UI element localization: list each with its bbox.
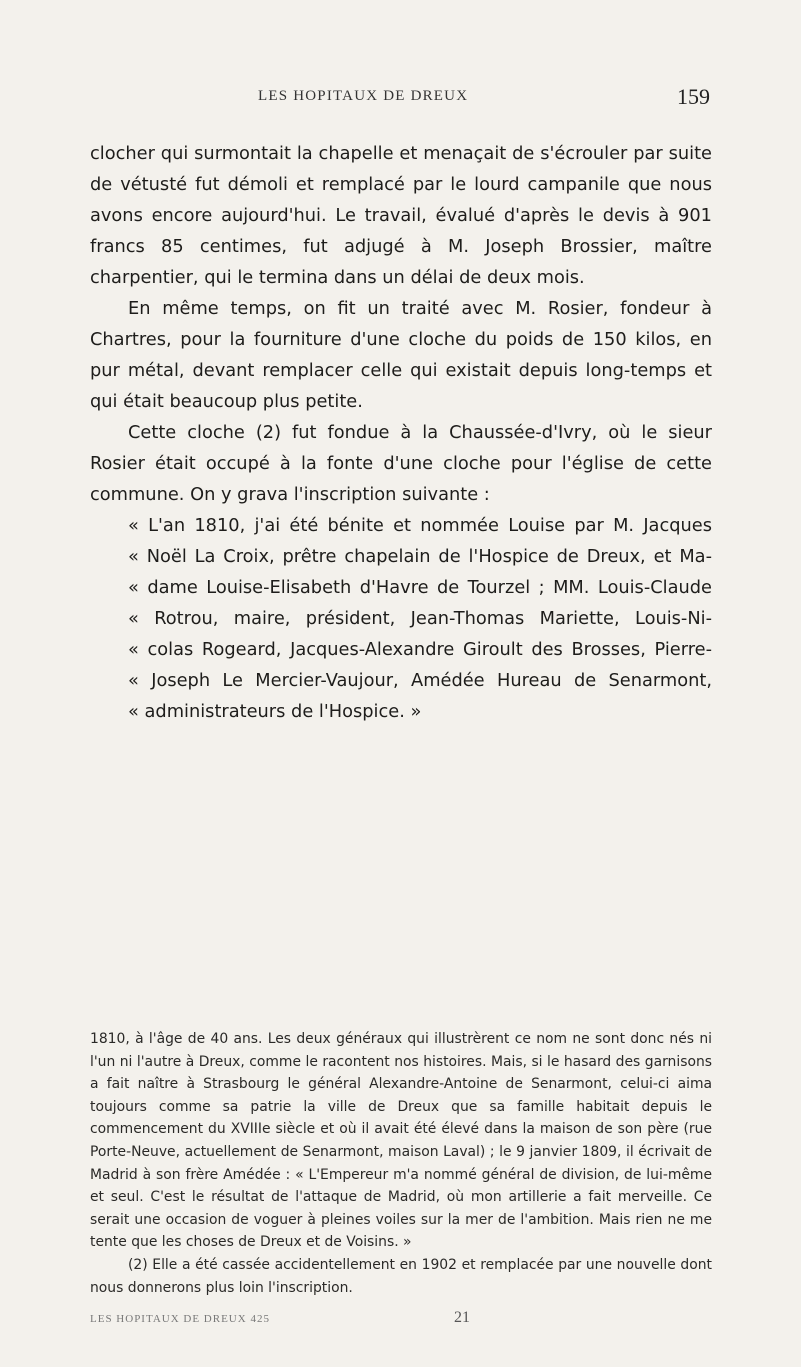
- quote-line: « dame Louise-Elisabeth d'Havre de Tourzel ; MM. Louis-Claude: [128, 577, 712, 598]
- page-header: [90, 84, 710, 112]
- quote-line: « Rotrou, maire, président, Jean-Thomas Mariette, Louis-Ni-: [128, 608, 712, 629]
- page-footer: [90, 1311, 712, 1331]
- footnotes: [90, 1028, 712, 1299]
- quote-line: « Noël La Croix, prêtre chapelain de l'Hospice de Dreux, et Ma-: [128, 546, 712, 567]
- quote-line: « L'an 1810, j'ai été bénite et nommée Louise par M. Jacques: [128, 515, 712, 536]
- paragraph-1: clocher qui surmontait la chapelle et menaçait de s'écrouler par suite de vétusté fut démoli et remplacé par le lourd campanile que nous avons encore aujourd'hui. Le travail, évalué d'après le devis à 901 francs 85 centimes, fut adjugé à M. Joseph Brossier, maître charpentier, qui le termina dans un délai de deux mois.: [90, 143, 712, 288]
- quote-line: « colas Rogeard, Jacques-Alexandre Giroult des Brosses, Pierre-: [128, 639, 712, 660]
- main-text: [90, 138, 712, 727]
- page-number: 159: [677, 84, 710, 109]
- sheet-number: 21: [454, 1309, 470, 1326]
- running-title: LES HOPITAUX DE DREUX: [258, 88, 469, 104]
- bell-inscription-quote: [90, 510, 712, 727]
- quote-line: « administrateurs de l'Hospice. »: [128, 701, 422, 722]
- printer-signature: LES HOPITAUX DE DREUX 425: [90, 1313, 270, 1325]
- paragraph-2: En même temps, on fit un traité avec M. Rosier, fondeur à Chartres, pour la fourniture d'une cloche du poids de 150 kilos, en pur métal, devant remplacer celle qui existait depuis long-temps et qui était beaucoup plus petite.: [90, 298, 712, 412]
- footnote-1-continuation: 1810, à l'âge de 40 ans. Les deux généraux qui illustrèrent ce nom ne sont donc nés ni l'un ni l'autre à Dreux, comme le racontent nos histoires. Mais, si le hasard des garnisons a fait naître à Strasbourg le général Alexandre-Antoine de Senarmont, celui-ci aima toujours comme sa patrie la ville de Dreux que sa famille habitait depuis le commencement du XVIIIe siècle et où il avait été élevé dans la maison de son père (rue Porte-Neuve, actuellement de Senarmont, maison Laval) ; le 9 janvier 1809, il écrivait de Madrid à son frère Amédée : « L'Empereur m'a nommé général de division, de lui-même et seul. C'est le résultat de l'attaque de Madrid, où mon artillerie a fait merveille. Ce serait une occasion de voguer à pleines voiles sur la mer de l'ambition. Mais rien ne me tente que les choses de Dreux et de Voisins. »: [90, 1031, 712, 1251]
- paragraph-3: Cette cloche (2) fut fondue à la Chaussée-d'Ivry, où le sieur Rosier était occupé à la fonte d'une cloche pour l'église de cette commune. On y grava l'inscription suivante :: [90, 422, 712, 505]
- quote-line: « Joseph Le Mercier-Vaujour, Amédée Hureau de Senarmont,: [128, 670, 712, 691]
- footnote-2: (2) Elle a été cassée accidentellement en 1902 et remplacée par une nouvelle dont nous donnerons plus loin l'inscription.: [90, 1256, 712, 1296]
